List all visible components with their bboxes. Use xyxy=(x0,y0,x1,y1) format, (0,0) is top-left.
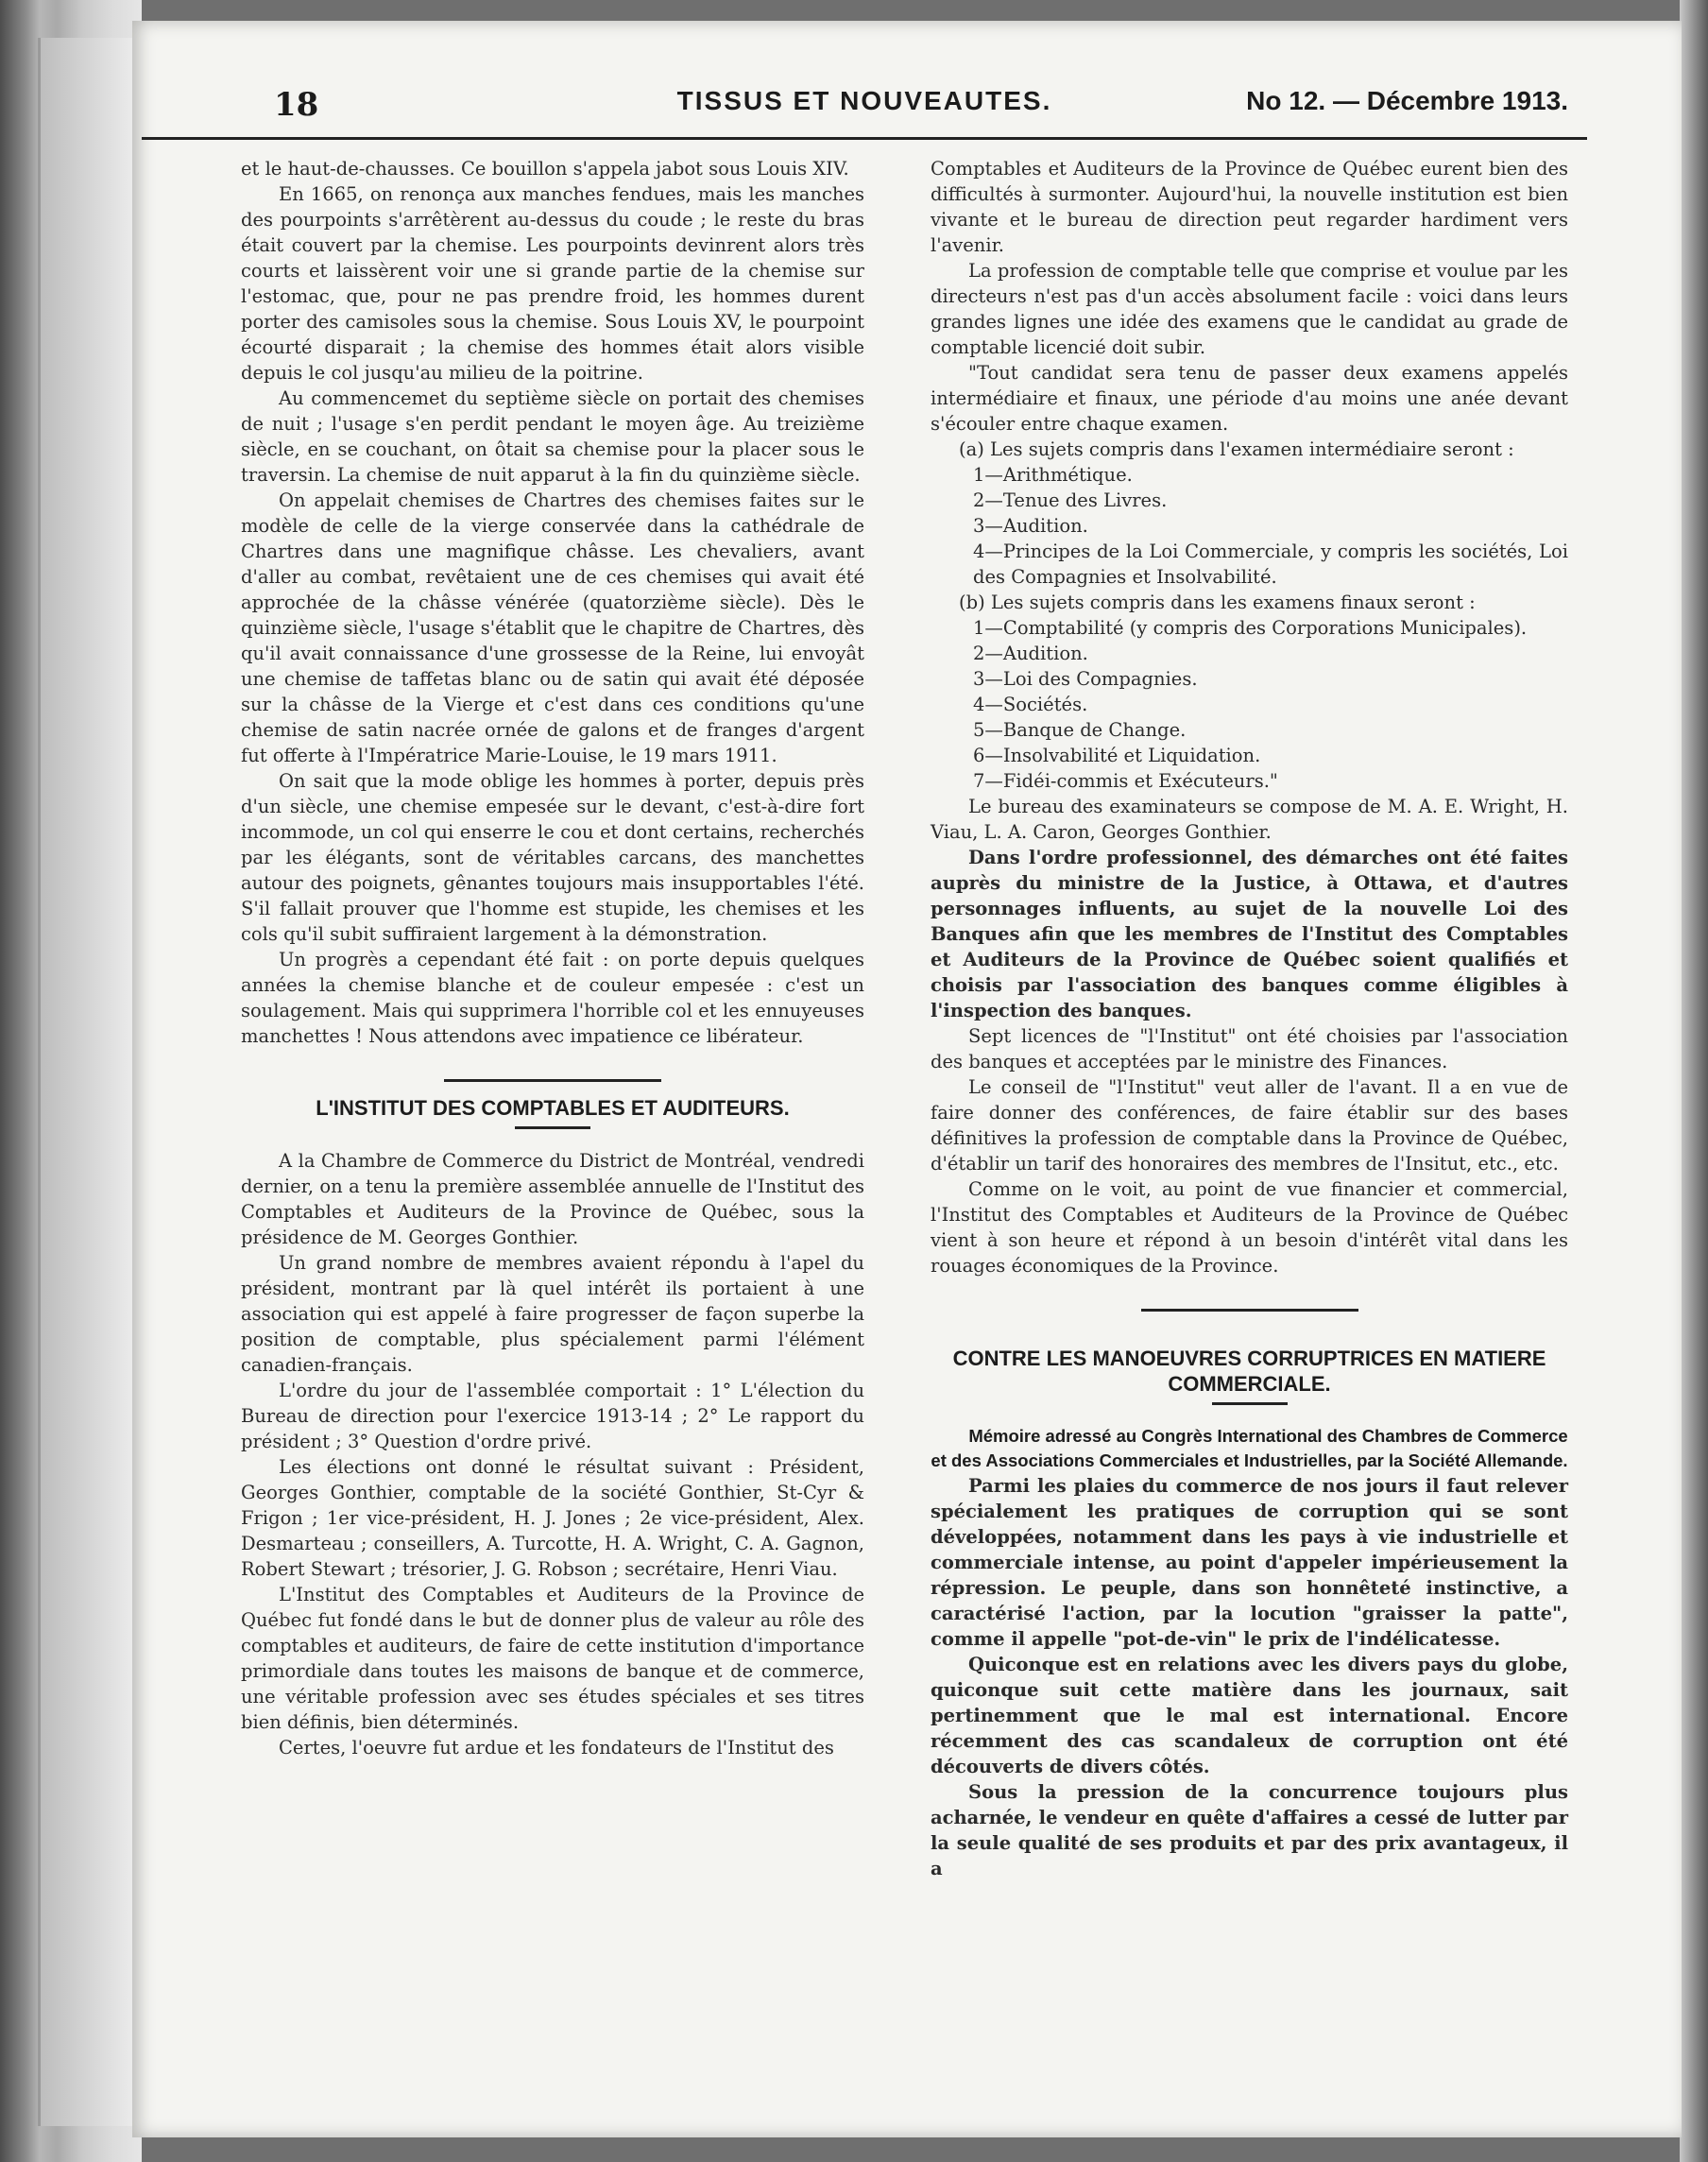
section-divider xyxy=(444,1079,661,1082)
page-header xyxy=(142,80,1587,140)
paragraph: Un grand nombre de membres avaient répondu à l'apel du président, montrant par là quel intérêt ils portaient à une association qui est appelé à faire progresser de façon superbe la position de comptable, plus spécialement parmi l'élément canadien-français. xyxy=(241,1252,864,1376)
paragraph: Les élections ont donné le résultat suivant : Président, Georges Gonthier, comptable de la société Gonthier, St-Cyr & Frigon ; 1er vice-président, H. J. Jones ; 2e vice-président, Alex. Desmarteau ; conseillers, A. Turcotte, H. A. Wright, C. A. Gagnon, Robert Stewart ; trésorier, J. G. Robson ; secrétaire, Henri Viau. xyxy=(241,1456,864,1580)
exam-intro-a: (a) Les sujets compris dans l'examen intermédiaire seront : xyxy=(959,438,1514,460)
exam-list-item: 3—Audition. xyxy=(973,515,1088,537)
section-title-manoeuvres: CONTRE LES MANOEUVRES CORRUPTRICES EN MATIERE COMMERCIALE. xyxy=(952,1347,1546,1396)
paragraph: Certes, l'oeuvre fut ardue et les fondateurs de l'Institut des xyxy=(279,1737,834,1759)
paragraph: La profession de comptable telle que comprise et voulue par les directeurs n'est pas d'un accès absolument facile : voici dans leurs grandes lignes une idée des examens que le candidat au grade de comptable licencié doit subir. xyxy=(931,260,1568,358)
exam-list-item: 5—Banque de Change. xyxy=(973,719,1187,741)
exam-list-item: 4—Principes de la Loi Commerciale, y compris les sociétés, Loi des Compagnies et Insolvabilité. xyxy=(973,540,1568,588)
exam-list-item: 3—Loi des Compagnies. xyxy=(973,668,1198,690)
journal-title: TISSUS ET NOUVEAUTES. xyxy=(676,86,1052,115)
paragraph: Sous la pression de la concurrence toujours plus acharnée, le vendeur en quête d'affaires a cessé de lutter par la seule qualité de ses produits et par des prix avantageux, il a xyxy=(931,1781,1568,1879)
paragraph: Quiconque est en relations avec les divers pays du globe, quiconque suit cette matière dans les journaux, sait pertinemment que le mal est international. Encore récemment des cas scandaleux de corruption ont été découverts de divers côtés. xyxy=(931,1654,1568,1777)
book-right-edge xyxy=(1680,0,1708,2162)
paragraph: Le conseil de "l'Institut" veut aller de l'avant. Il a en vue de faire donner des conférences, de faire établir sur des bases définitives la profession de comptable dans la Province de Québec, d'établir un tarif des honoraires des membres de l'Insitut, etc., etc. xyxy=(931,1076,1568,1175)
exam-list-item: 1—Comptabilité (y compris des Corporations Municipales). xyxy=(973,617,1528,639)
issue-date: No 12. — Décembre 1913. xyxy=(1246,86,1568,115)
section-subtitle: Mémoire adressé au Congrès International des Chambres de Commerce et des Associations Commerciales et Industrielles, par la Société Allemande. xyxy=(931,1426,1568,1470)
paragraph: Un progrès a cependant été fait : on porte depuis quelques années la chemise blanche et de couleur empesée : c'est un soulagement. Mais qui supprimera l'horrible col et les ennuyeuses manchettes ! Nous attendons avec impatience ce libérateur. xyxy=(241,949,864,1047)
paragraph: Sept licences de "l'Institut" ont été choisies par l'association des banques et acceptées par le ministre des Finances. xyxy=(931,1025,1568,1072)
paragraph: Parmi les plaies du commerce de nos jours il faut relever spécialement les pratiques de corruption qui se sont développées, notamment dans les pays à vie industrielle et commerciale intense, au point d'appeler impérieusement la répression. Le peuple, dans son honnêteté instinctive, a caractérisé l'action, par la locution "graisser la patte", comme il appelle "pot-de-vin" le prix de l'indélicatesse. xyxy=(931,1475,1568,1650)
right-column xyxy=(931,156,1568,1881)
paragraph: En 1665, on renonça aux manches fendues, mais les manches des pourpoints s'arrêtèrent au-dessus du coude ; le reste du bras était couvert par la chemise. Les pourpoints devinrent alors très courts et laissèrent voir une si grande partie de la chemise sur l'estomac, que, pour ne pas prendre froid, les hommes durent porter des camisoles sous la chemise. Sous Louis XV, le pourpoint écourté disparait ; la chemise des hommes était alors visible depuis le col jusqu'au milieu de la poitrine. xyxy=(241,183,864,384)
paragraph: L'Institut des Comptables et Auditeurs de la Province de Québec fut fondé dans le but de donner plus de valeur au rôle des comptables et auditeurs, de faire de cette institution d'importance primordiale dans toutes les maisons de banque et de commerce, une véritable profession avec ses études spéciales et ses titres bien définis, bien déterminés. xyxy=(241,1584,864,1733)
paragraph: On sait que la mode oblige les hommes à porter, depuis près d'un siècle, une chemise empesée sur le devant, c'est-à-dire fort incommode, un col qui enserre le cou et dont certains, recherchés par les élégants, sont de véritables carcans, des manchettes autour des poignets, gênantes toujours mais insupportables l'été. S'il fallait prouver que l'homme est stupide, les chemises et les cols qu'il subit suffiraient largement à la démonstration. xyxy=(241,770,864,945)
page-number: 18 xyxy=(274,86,319,124)
paragraph: On appelait chemises de Chartres des chemises faites sur le modèle de celle de la vierge conservée dans la cathédrale de Chartres dans une magnifique châsse. Les chevaliers, avant d'aller au combat, revêtaient une de ces chemises qui avait été approchée de la châsse vénérée (quatorzième siècle). Dès le quinzième siècle, l'usage s'établit que le chapitre de Chartres, dès qu'il avait connaissance d'une grossesse de la Reine, lui envoyât une chemise de taffetas blanc ou de satin qui avait été déposée sur la châsse de la Vierge et c'est dans ces conditions qu'une chemise de satin nacrée ornée de galons et de franges d'argent fut offerte à l'Impératrice Marie-Louise, le 19 mars 1911. xyxy=(241,489,864,766)
paragraph: A la Chambre de Commerce du District de Montréal, vendredi dernier, on a tenu la première assemblée annuelle de l'Institut des Comptables et Auditeurs de la Province de Québec, sous la présidence de M. Georges Gonthier. xyxy=(241,1150,864,1248)
paragraph: Dans l'ordre professionnel, des démarches ont été faites auprès du ministre de la Justice, à Ottawa, et d'autres personnages influents, au sujet de la nouvelle Loi des Banques afin que les membres de l'Institut des Comptables et Auditeurs de la Province de Québec soient qualifiés et choisis par l'association des banques comme éligibles à l'inspection des banques. xyxy=(931,847,1568,1021)
section-divider xyxy=(1141,1309,1358,1312)
exam-list-item: 2—Tenue des Livres. xyxy=(973,489,1168,511)
exam-list-item: 7—Fidéi-commis et Exécuteurs." xyxy=(973,770,1278,792)
book-binding-edge xyxy=(0,0,142,2162)
exam-list-item: 2—Audition. xyxy=(973,643,1088,664)
exam-intro-b: (b) Les sujets compris dans les examens finaux seront : xyxy=(959,592,1476,613)
paragraph: Le bureau des examinateurs se compose de M. A. E. Wright, H. Viau, L. A. Caron, Georges Gonthier. xyxy=(931,796,1568,843)
paragraph: L'ordre du jour de l'assemblée comportait : 1° L'élection du Bureau de direction pour l'exercice 1913-14 ; 2° Le rapport du président ; 3° Question d'ordre privé. xyxy=(241,1380,864,1452)
paragraph: "Tout candidat sera tenu de passer deux examens appelés intermédiaire et finaux, une période d'au moins une anée devant s'écouler entre chaque examen. xyxy=(931,362,1568,435)
paragraph: Au commencemet du septième siècle on portait des chemises de nuit ; l'usage s'en perdit pendant le moyen âge. Au treizième siècle, en se couchant, on ôtait sa chemise pour la placer sous le traversin. La chemise de nuit apparut à la fin du quinzième siècle. xyxy=(241,387,864,486)
exam-list-item: 4—Sociétés. xyxy=(973,694,1088,715)
paragraph: et le haut-de-chausses. Ce bouillon s'appela jabot sous Louis XIV. xyxy=(241,158,849,180)
page-stack xyxy=(38,38,135,2126)
section-title-institut: L'INSTITUT DES COMPTABLES ET AUDITEURS. xyxy=(316,1096,790,1120)
title-underline xyxy=(515,1126,590,1129)
left-column xyxy=(241,156,864,1760)
paragraph: Comme on le voit, au point de vue financier et commercial, l'Institut des Comptables et Auditeurs de la Province de Québec vient à son heure et répond à un besoin d'intérêt vital dans les rouages économiques de la Province. xyxy=(931,1178,1568,1277)
paragraph: Comptables et Auditeurs de la Province de Québec eurent bien des difficultés à surmonter. Aujourd'hui, la nouvelle institution est bien vivante et le bureau de direction peut regarder hardiment vers l'avenir. xyxy=(931,158,1568,256)
exam-list-item: 1—Arithmétique. xyxy=(973,464,1133,486)
title-underline xyxy=(1212,1402,1288,1405)
exam-list-item: 6—Insolvabilité et Liquidation. xyxy=(973,745,1261,766)
